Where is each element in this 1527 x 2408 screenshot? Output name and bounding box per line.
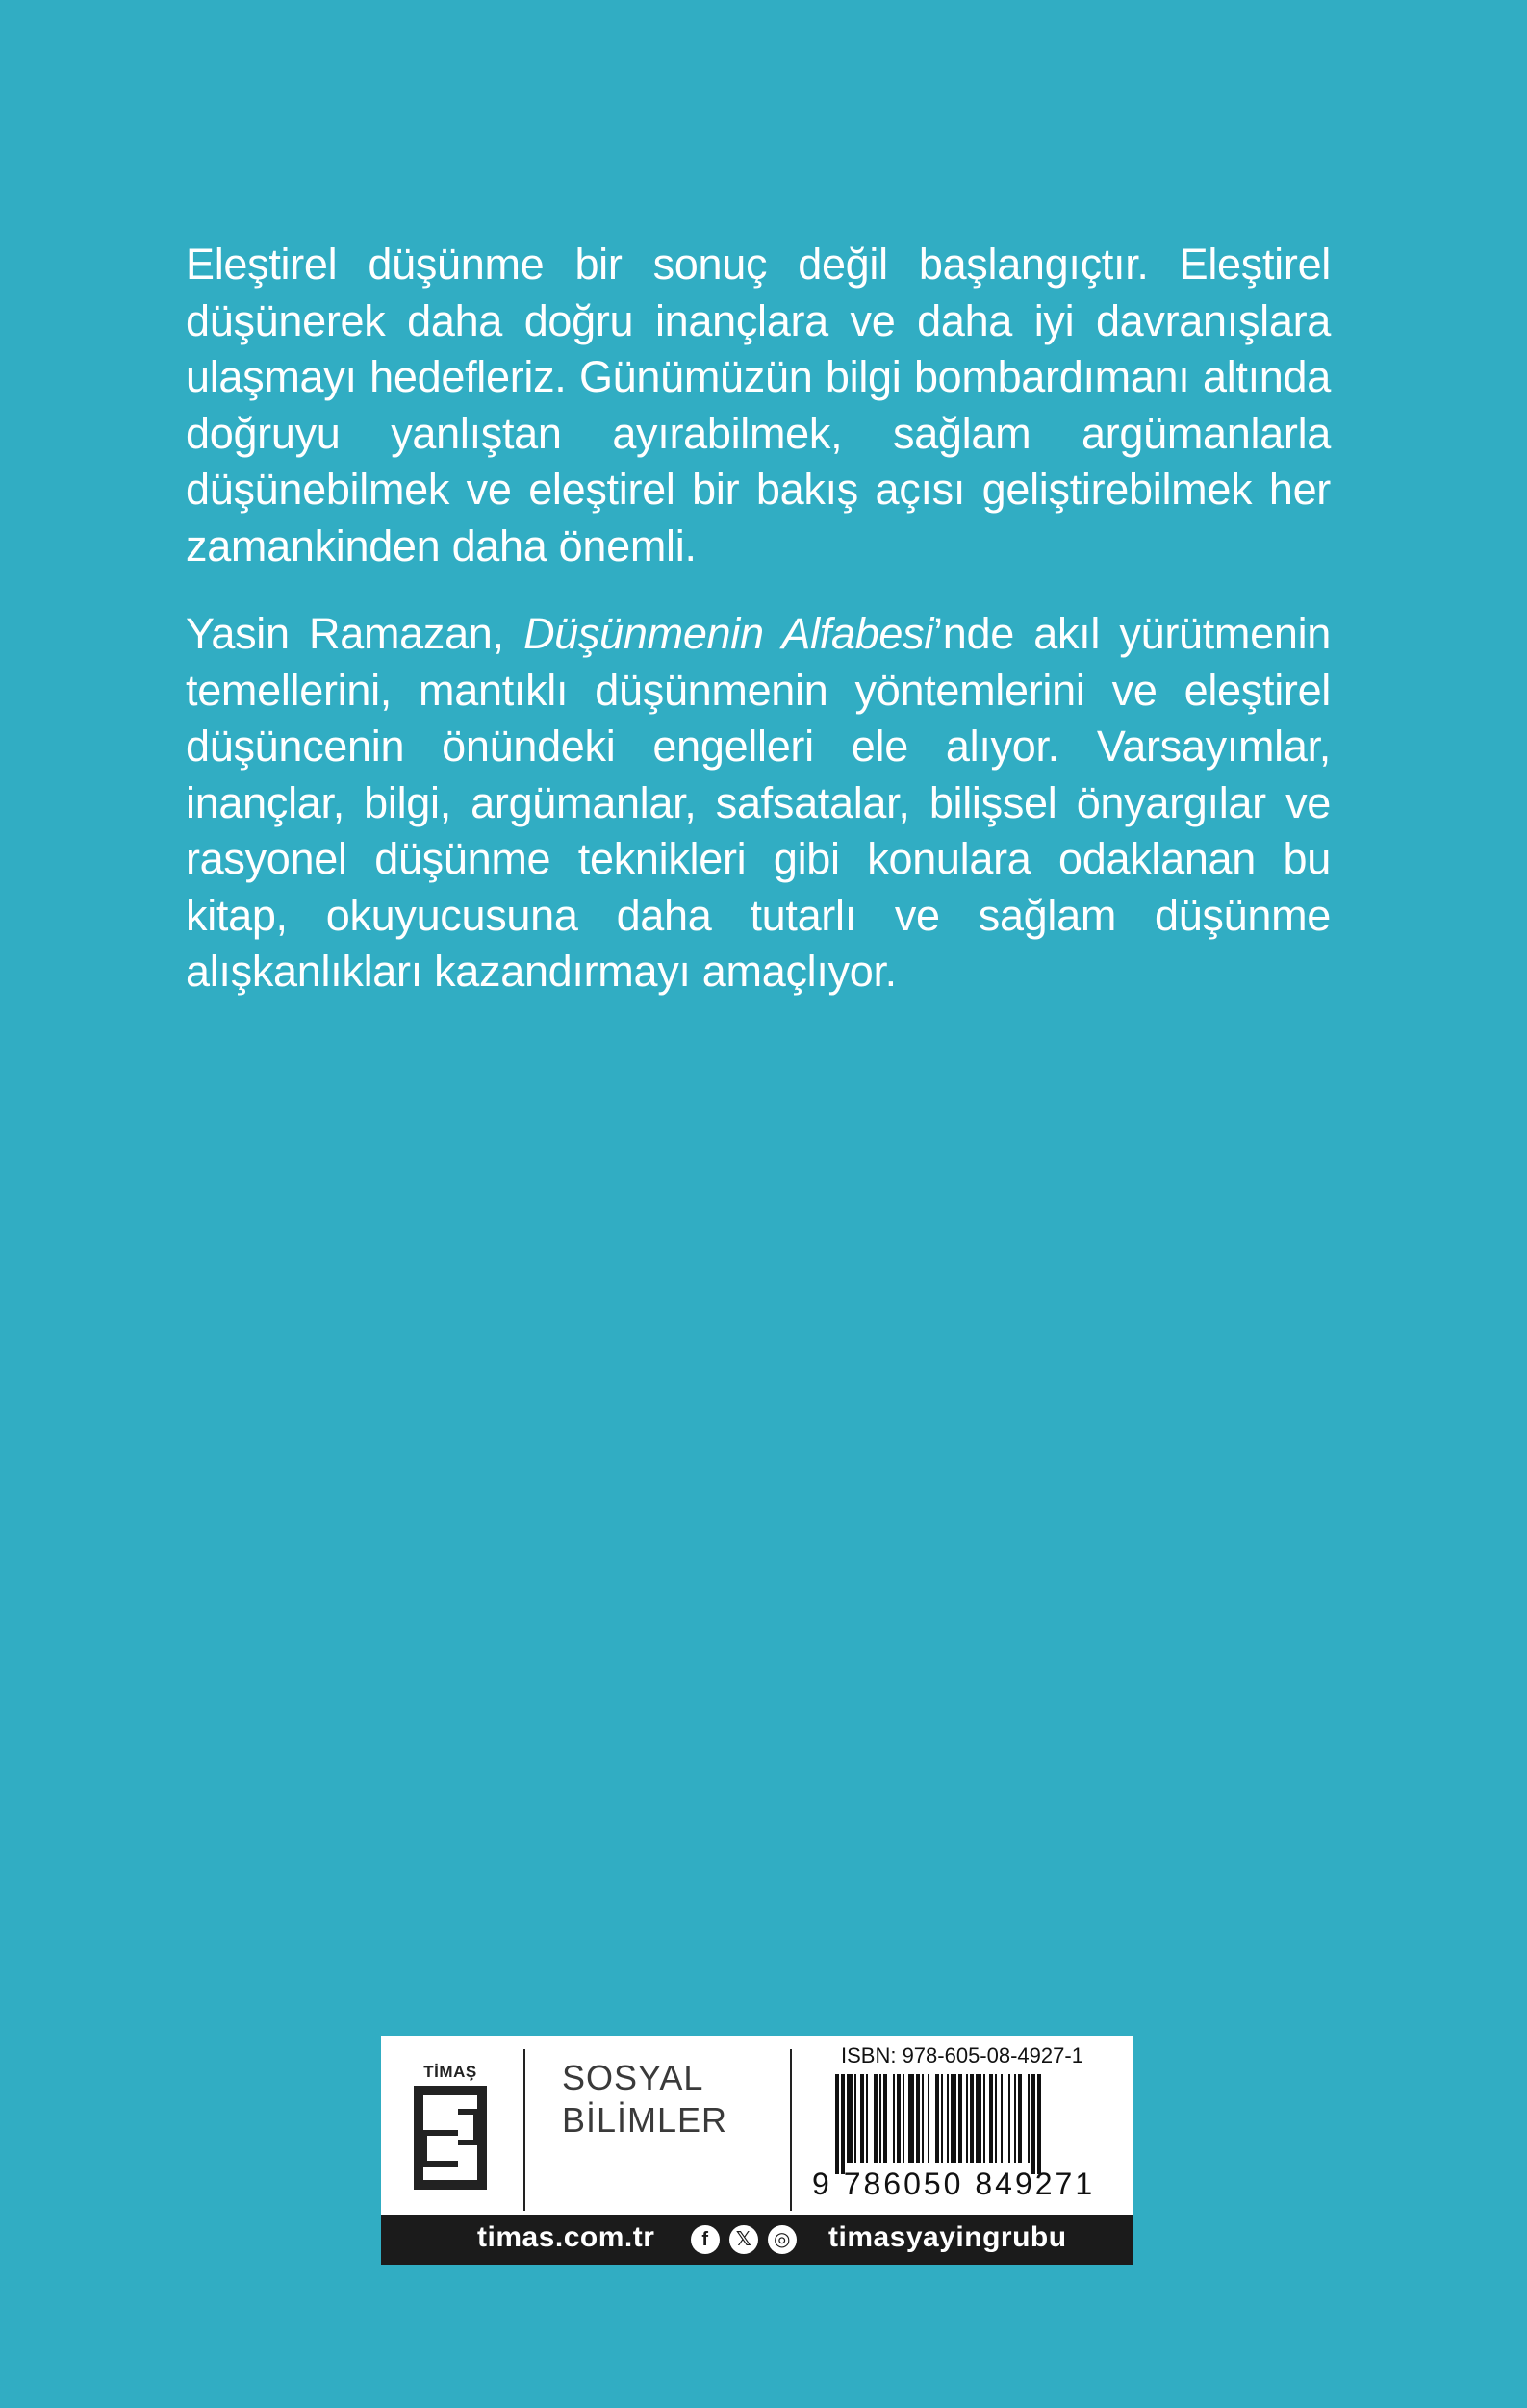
barcode-bar — [866, 2074, 868, 2163]
barcode-bar — [951, 2074, 956, 2163]
barcode-bar — [941, 2074, 943, 2163]
blurb-paragraph-2-text: ’nde akıl yürütmenin temellerini, mantıklı düşünmenin yöntemlerini ve eleştirel düşüncenin önündeki engelleri ele alıyor. Varsayımlar, inançlar, bilgi, argümanlar, safsatalar, bilişsel önyargılar ve rasyonel düşünme teknikleri gibi konulara odaklanan bu kitap, okuyucusuna daha tutarlı ve sağlam düşünme alışkanlıkları kazandırmayı amaçlıyor. — [186, 609, 1331, 996]
barcode-bar — [1014, 2074, 1016, 2163]
barcode-bar — [841, 2074, 845, 2174]
x-icon[interactable]: 𝕏 — [729, 2225, 758, 2254]
barcode-bar — [897, 2074, 901, 2163]
barcode-bar — [983, 2074, 985, 2163]
barcode-bar — [995, 2074, 997, 2163]
barcode-bar — [908, 2074, 914, 2163]
barcode-bar — [966, 2074, 968, 2163]
barcode-bar — [854, 2074, 856, 2163]
barcode-bar — [1028, 2074, 1030, 2163]
barcode-bar — [883, 2074, 887, 2163]
instagram-icon[interactable]: ◎ — [768, 2225, 797, 2254]
isbn-label: ISBN: 978-605-08-4927-1 — [841, 2043, 1083, 2067]
barcode-bar — [989, 2074, 993, 2163]
barcode-bar — [958, 2074, 962, 2163]
barcode-bar — [879, 2074, 881, 2163]
barcode-bar — [922, 2074, 924, 2163]
barcode-bar — [935, 2074, 939, 2163]
barcode-bar — [976, 2074, 981, 2163]
barcode-bar — [874, 2074, 878, 2163]
divider-line — [790, 2049, 792, 2211]
book-title: Düşünmenin Alfabesi — [523, 609, 934, 658]
divider-line — [523, 2049, 525, 2211]
barcode-bar — [1001, 2074, 1003, 2163]
book-category — [562, 2057, 727, 2142]
social-handle[interactable]: timasyayingrubu — [828, 2221, 1067, 2253]
barcode-bar — [947, 2074, 949, 2163]
category-line-2: BİLİMLER — [562, 2100, 728, 2140]
barcode-bar — [916, 2074, 920, 2163]
barcode — [835, 2074, 1103, 2174]
publisher-logo-text: TİMAŞ — [423, 2063, 477, 2081]
barcode-bar — [893, 2074, 895, 2163]
barcode-bar — [1031, 2074, 1035, 2174]
barcode-bar — [1008, 2074, 1010, 2163]
barcode-bar — [928, 2074, 929, 2163]
barcode-bar — [847, 2074, 853, 2163]
barcode-bar — [1018, 2074, 1022, 2163]
website-link[interactable]: timas.com.tr — [477, 2221, 655, 2253]
facebook-icon[interactable]: f — [691, 2225, 720, 2254]
blurb-paragraph-1: Eleştirel düşünme bir sonuç değil başlangıçtır. Eleştirel düşünerek daha doğru inançlara ve daha iyi davranışlara ulaşmayı hedefleriz. Günümüzün bilgi bombardımanı altında doğruyu yanlıştan ayırabilmek, sağlam argümanlarla düşünebilmek ve eleştirel bir bakış açısı geliştirebilmek her zamankinden daha önemli. — [186, 240, 1331, 570]
category-line-1: SOSYAL — [562, 2058, 704, 2097]
timas-logo-icon — [414, 2086, 487, 2190]
blurb-paragraph-2 — [186, 606, 1331, 1001]
barcode-bar — [835, 2074, 839, 2174]
barcode-digits: 9 786050 849271 — [812, 2167, 1096, 2201]
barcode-bar — [1037, 2074, 1041, 2174]
social-icons — [691, 2225, 797, 2254]
barcode-bar — [970, 2074, 974, 2163]
footer-bar — [381, 2215, 1133, 2265]
barcode-bar — [860, 2074, 864, 2163]
back-cover-blurb — [186, 237, 1331, 1032]
publisher-logo — [414, 2059, 487, 2190]
author-name: Yasin Ramazan, — [186, 609, 524, 658]
barcode-bar — [903, 2074, 904, 2163]
publisher-info-box — [381, 2036, 1133, 2265]
